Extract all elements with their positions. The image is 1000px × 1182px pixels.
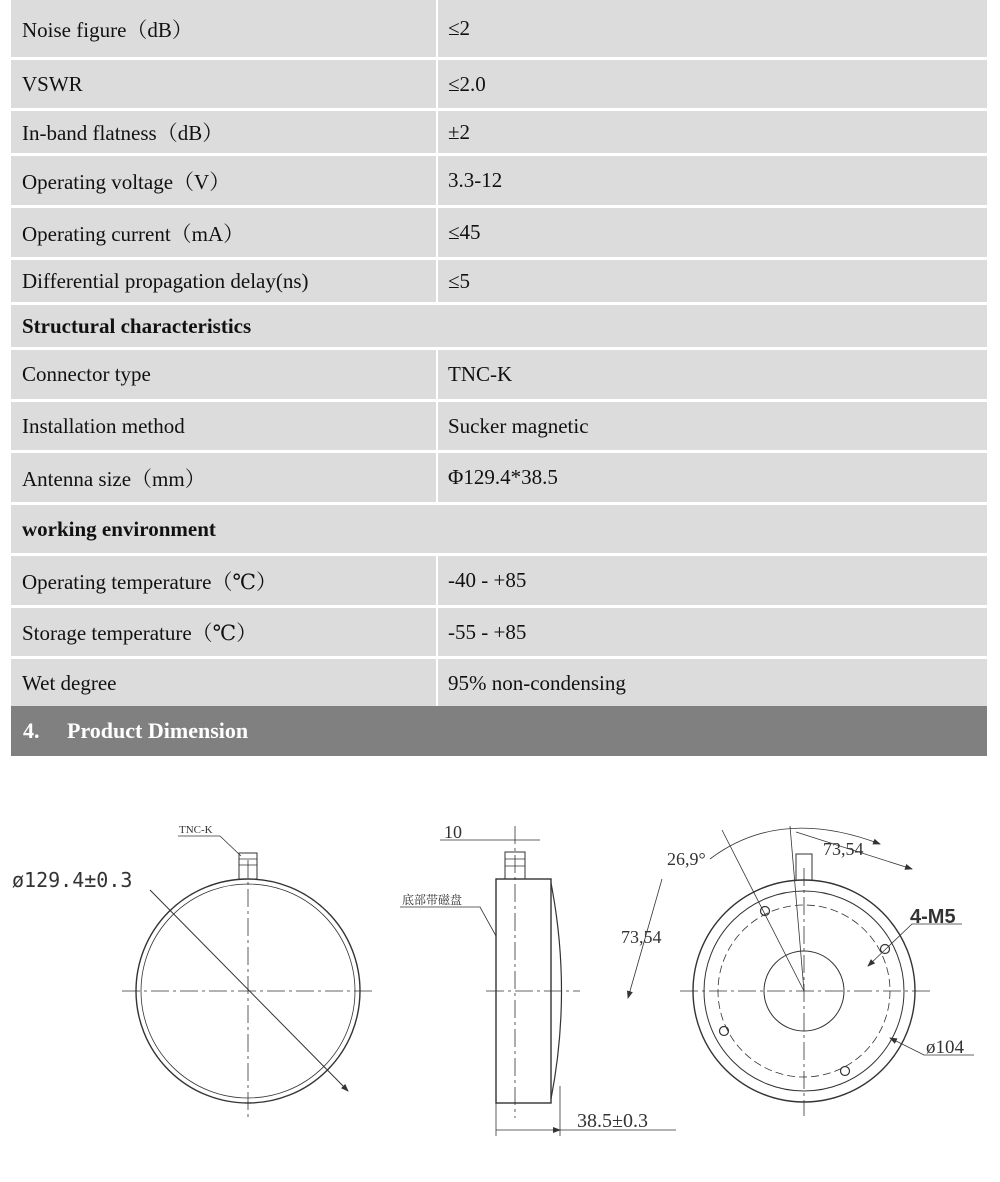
section-row (11, 305, 987, 350)
angle-label: 26,9° (667, 849, 706, 869)
connector-leader (178, 836, 241, 856)
spec-label: Noise figure（dB） (11, 0, 438, 57)
spec-row (11, 0, 987, 60)
spec-value: 3.3-12 (448, 168, 503, 192)
spec-row (11, 60, 987, 111)
bottom-view (621, 826, 974, 1116)
chord1-label: 73,54 (823, 839, 864, 859)
dim-10-label: 10 (444, 822, 462, 842)
spec-value: Sucker magnetic (448, 413, 589, 438)
diameter-leader (150, 890, 348, 1091)
spec-value: ≤2 (448, 16, 471, 40)
spec-value: -40 - +85 (448, 568, 527, 592)
spec-label: Antenna size（mm） (11, 453, 438, 502)
spec-label: Storage temperature（℃） (11, 608, 438, 656)
section-title: Structural characteristics (22, 313, 252, 338)
spec-label: Differential propagation delay(ns) (11, 260, 438, 302)
spec-value: ≤2.0 (448, 71, 486, 96)
spec-value: ≤5 (448, 268, 471, 293)
dimension-drawing (0, 756, 1000, 1182)
spec-row (11, 350, 987, 402)
spec-value: -55 - +85 (448, 619, 527, 644)
magnet-leader (400, 907, 496, 936)
spec-row (11, 659, 987, 711)
spec-row (11, 156, 987, 208)
front-view (12, 824, 374, 1118)
mounting-hole (841, 1067, 850, 1076)
spec-row (11, 453, 987, 505)
spec-label: Operating voltage（V） (11, 156, 438, 205)
spec-value: 95% non-condensing (448, 671, 626, 695)
side-view (400, 822, 676, 1136)
spec-label: Installation method (11, 402, 438, 450)
connector-label: TNC-K (179, 824, 213, 836)
diameter-label: ø129.4±0.3 (12, 868, 133, 892)
section-header-product-dimension (11, 706, 987, 756)
spec-row (11, 556, 987, 608)
pcd-label: ø104 (926, 1037, 964, 1058)
spec-row (11, 260, 987, 305)
mounting-hole (720, 1027, 729, 1036)
spec-value: Φ129.4*38.5 (448, 465, 558, 489)
angle-ray (790, 826, 804, 991)
holes-label: 4-M5 (910, 906, 956, 928)
spec-label: VSWR (11, 60, 438, 108)
magnet-label: 底部带磁盘 (402, 893, 463, 907)
spec-row (11, 402, 987, 453)
section-number: 4. (23, 718, 40, 743)
spec-value: ≤45 (448, 220, 481, 244)
spec-value: ±2 (448, 119, 471, 144)
spec-row (11, 208, 987, 260)
spec-label: Wet degree (11, 659, 438, 708)
angle-ray (722, 830, 804, 991)
spec-row (11, 111, 987, 156)
mounting-hole (881, 945, 890, 954)
spec-label: In-band flatness（dB） (11, 111, 438, 153)
section-title: working environment (22, 516, 216, 541)
chord2-label: 73,54 (621, 927, 662, 947)
spec-label: Connector type (11, 350, 438, 399)
spec-label: Operating current（mA） (11, 208, 438, 257)
spec-value: TNC-K (448, 362, 513, 386)
height-label: 38.5±0.3 (577, 1110, 648, 1132)
section-title: Product Dimension (67, 718, 249, 743)
section-row (11, 505, 987, 556)
spec-label: Operating temperature（℃） (11, 556, 438, 605)
spec-row (11, 608, 987, 659)
